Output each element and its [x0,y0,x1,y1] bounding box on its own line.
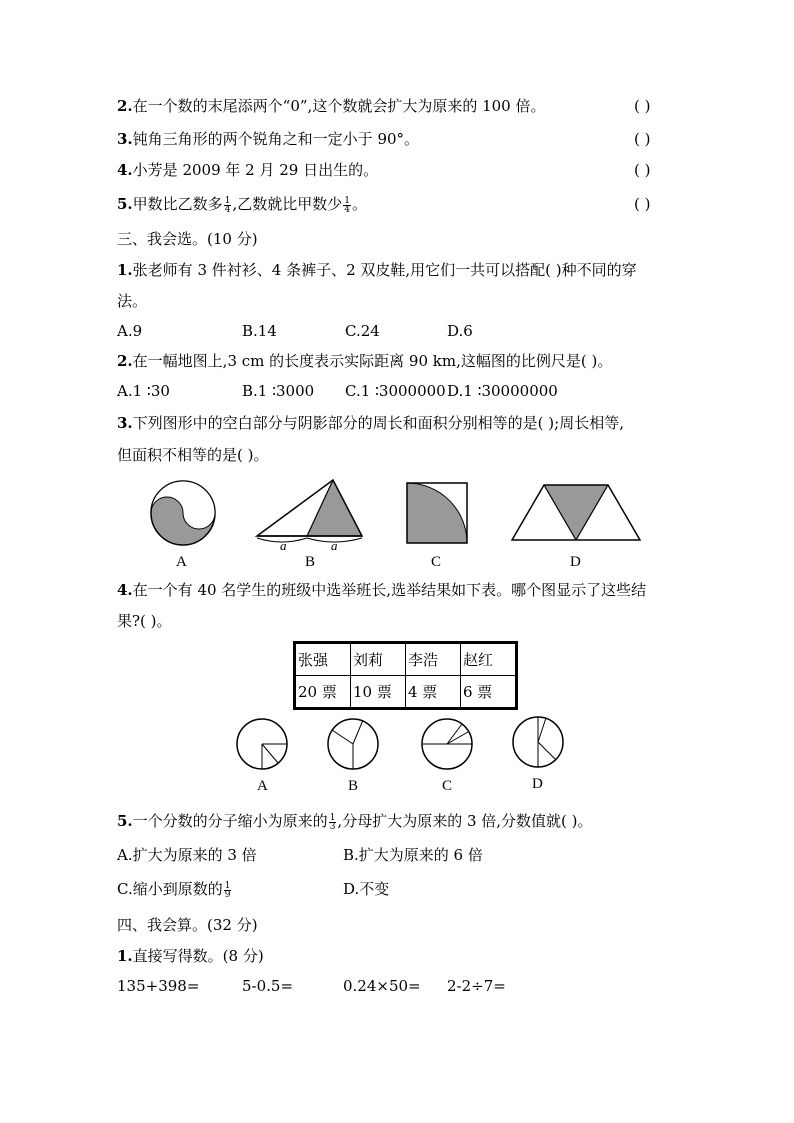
pie-label-b: B [348,778,359,794]
figure-a [150,480,216,546]
table-cell: 刘莉 [351,643,406,676]
pie-c [421,718,473,770]
answer-paren[interactable]: ( ) [634,97,651,115]
judge-item-3: 3.钝角三角形的两个锐角之和一定小于 90°。 [117,130,420,148]
option-b[interactable]: B.扩大为原来的 6 倍 [343,846,483,864]
calc-expression: 2-2÷7= [447,977,506,995]
answer-paren[interactable]: ( ) [634,195,651,213]
q3-2: 2.在一幅地图上,3 cm 的长度表示实际距离 90 km,这幅图的比例尺是( )。 [117,352,613,370]
table-cell: 赵红 [461,643,517,676]
option-b[interactable]: B.14 [242,322,277,340]
table-row [295,676,517,709]
figure-label-d: D [570,554,581,570]
figure-d [511,484,641,542]
judge-item-5: 5.甲数比乙数多 $\frac{1}{4}$ ,乙数就比甲数少 $\frac{1}{4}$ 。 [117,195,367,215]
option-a[interactable]: A.9 [117,322,143,340]
pie-label-d: D [532,776,543,792]
q3-1-line2: 法。 [117,292,148,310]
section-3-title: 三、我会选。(10 分) [117,230,258,248]
pie-a [236,718,288,770]
option-a[interactable]: A.扩大为原来的 3 倍 [117,846,257,864]
table-cell: 4 票 [406,676,461,709]
option-c[interactable]: C.1 ∶3000000 [345,382,446,400]
segment-label: a [331,538,338,553]
table-row [295,643,517,676]
answer-paren[interactable]: ( ) [634,161,651,179]
figure-b [255,478,375,558]
q3-4-line2: 果?( )。 [117,612,172,630]
calc-expression: 135+398= [117,977,200,995]
q4-1: 1.直接写得数。(8 分) [117,947,264,965]
judge-item-2: 2.在一个数的末尾添两个“0”,这个数就会扩大为原来的 100 倍。 [117,97,546,115]
calc-expression: 0.24×50= [343,977,421,995]
section-4-title: 四、我会算。(32 分) [117,916,258,934]
fraction: $\frac{1}{4}$ [224,195,231,215]
q3-1-line1: 1.张老师有 3 件衬衫、4 条裤子、2 双皮鞋,用它们一共可以搭配( )种不同的穿 [117,261,637,279]
vote-table [293,641,518,710]
pie-d [512,716,564,768]
q3-3-line2: 但面积不相等的是( )。 [117,446,269,464]
figure-c [406,482,468,544]
fraction: $\frac{1}{4}$ [344,195,350,215]
option-b[interactable]: B.1 ∶3000 [242,382,315,400]
segment-label: a [280,538,287,553]
option-d[interactable]: D.1 ∶30000000 [447,382,558,400]
option-c[interactable]: C.缩小到原数的 $\frac{1}{9}$ [117,880,231,900]
q3-5: 5.一个分数的分子缩小为原来的 $\frac{1}{3}$ ,分母扩大为原来的 3 倍,分数值就( )。 [117,812,593,832]
figure-label-a: A [176,554,187,570]
fraction: $\frac{1}{3}$ [329,812,336,832]
pie-label-a: A [257,778,268,794]
q3-3-line1: 3.下列图形中的空白部分与阴影部分的周长和面积分别相等的是( );周长相等, [117,414,624,432]
table-cell: 20 票 [295,676,351,709]
table-cell: 张强 [295,643,351,676]
figure-label-b: B [305,554,316,570]
answer-paren[interactable]: ( ) [634,130,651,148]
pie-label-c: C [442,778,453,794]
table-cell: 李浩 [406,643,461,676]
pie-b [327,718,379,770]
table-cell: 10 票 [351,676,406,709]
option-c[interactable]: C.24 [345,322,380,340]
fraction: $\frac{1}{9}$ [224,880,231,900]
calc-expression: 5-0.5= [242,977,294,995]
table-cell: 6 票 [461,676,517,709]
option-d[interactable]: D.6 [447,322,473,340]
option-a[interactable]: A.1 ∶30 [117,382,170,400]
q3-4-line1: 4.在一个有 40 名学生的班级中选举班长,选举结果如下表。哪个图显示了这些结 [117,581,647,599]
option-d[interactable]: D.不变 [343,880,390,898]
judge-item-4: 4.小芳是 2009 年 2 月 29 日出生的。 [117,161,379,179]
figure-label-c: C [431,554,442,570]
